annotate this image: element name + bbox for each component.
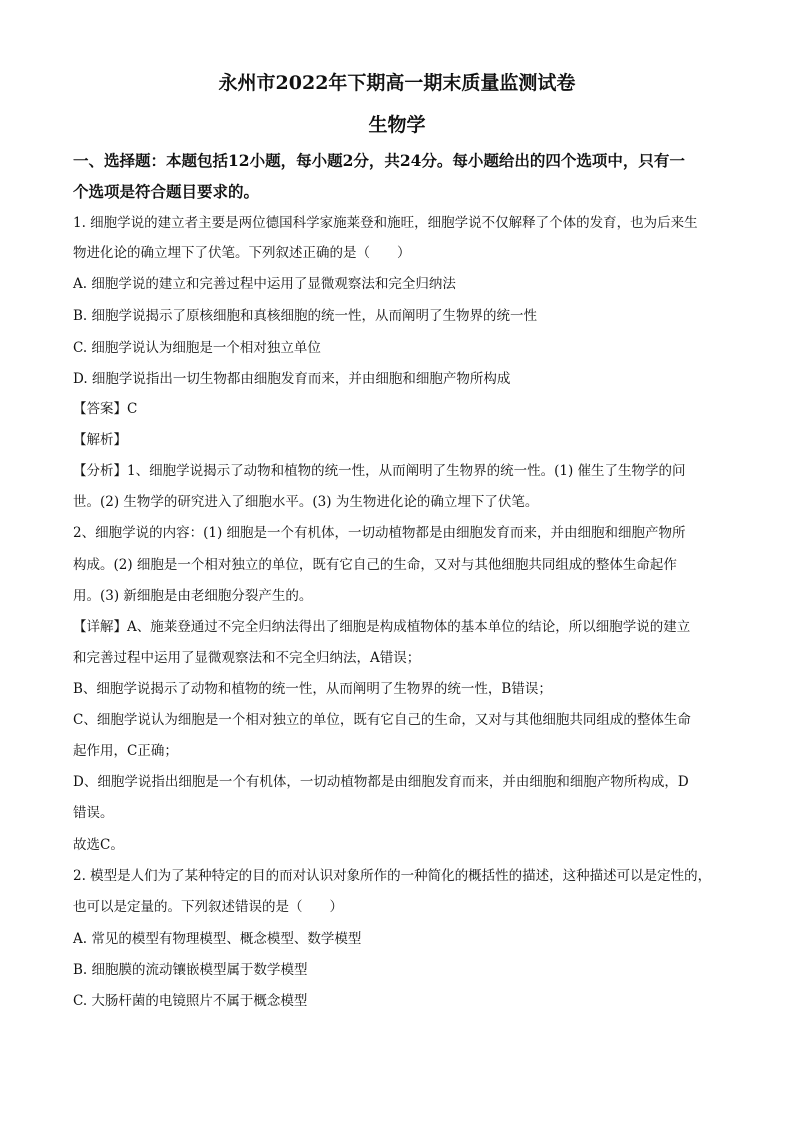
q1-detail-line7: 错误。 [73, 805, 114, 821]
q1-option-a: A. 细胞学说的建立和完善过程中运用了显微观察法和完全归纳法 [73, 276, 456, 292]
q1-detail-line5: 起作用，C正确； [73, 743, 178, 759]
q1-analysis-line2: 世。(2) 生物学的研究进入了细胞水平。(3) 为生物进化论的确立埋下了伏笔。 [73, 494, 539, 510]
q2-option-c: C. 大肠杆菌的电镜照片不属于概念模型 [73, 993, 308, 1009]
q2-stem-line1: 2. 模型是人们为了某种特定的目的而对认识对象所作的一种简化的概括性的描述，这种描述可以是定性的， [73, 868, 712, 884]
q2-option-a: A. 常见的模型有物理模型、概念模型、数学模型 [73, 931, 362, 947]
q1-option-c: C. 细胞学说认为细胞是一个相对独立单位 [73, 340, 321, 356]
q1-conclusion: 故选C。 [73, 837, 124, 853]
q1-analysis-line4: 构成。(2) 细胞是一个相对独立的单位，既有它自己的生命，又对与其他细胞共同组成的整体生命起作 [73, 557, 677, 573]
q2-stem-line2: 也可以是定量的。下列叙述错误的是（ ） [73, 899, 343, 915]
q1-detail-line3: B、细胞学说揭示了动物和植物的统一性，从而阐明了生物界的统一性，B错误； [73, 681, 552, 697]
subject-title: 生物学 [368, 114, 426, 136]
q1-analysis-line3: 2、细胞学说的内容：(1) 细胞是一个有机体，一切动植物都是由细胞发育而来，并由细胞和细胞产物所 [73, 525, 686, 541]
q1-detail-line2: 和完善过程中运用了显微观察法和不完全归纳法，A错误； [73, 650, 421, 666]
q1-detail-line4: C、细胞学说认为细胞是一个相对独立的单位，既有它自己的生命，又对与其他细胞共同组成的整体生命 [73, 712, 691, 728]
q1-answer: 【答案】C [73, 401, 138, 417]
q1-analysis-line5: 用。(3) 新细胞是由老细胞分裂产生的。 [73, 588, 313, 604]
section-heading-line2: 个选项是符合题目要求的。 [73, 182, 260, 201]
q1-analysis-label: 【解析】 [73, 432, 127, 448]
q1-detail-line6: D、细胞学说指出细胞是一个有机体，一切动植物都是由细胞发育而来，并由细胞和细胞产物所构成，D [73, 774, 689, 790]
q1-stem-line1: 1. 细胞学说的建立者主要是两位德国科学家施莱登和施旺，细胞学说不仅解释了个体的发育，也为后来生 [73, 215, 698, 231]
q1-detail-line1: 【详解】A、施莱登通过不完全归纳法得出了细胞是构成植物体的基本单位的结论，所以细胞学说的建立 [73, 619, 691, 635]
q1-stem-line2: 物进化论的确立埋下了伏笔。下列叙述正确的是（ ） [73, 245, 411, 261]
section-heading-line1: 一、选择题：本题包括12小题，每小题2分，共24分。每小题给出的四个选项中，只有一 [73, 151, 685, 170]
q2-option-b: B. 细胞膜的流动镶嵌模型属于数学模型 [73, 962, 308, 978]
q1-analysis-line1: 【分析】1、细胞学说揭示了动物和植物的统一性，从而阐明了生物界的统一性。(1) 催生了生物学的问 [73, 463, 686, 479]
q1-option-b: B. 细胞学说揭示了原核细胞和真核细胞的统一性，从而阐明了生物界的统一性 [73, 308, 538, 324]
exam-title: 永州市2022年下期高一期末质量监测试卷 [218, 72, 576, 94]
q1-option-d: D. 细胞学说指出一切生物都由细胞发育而来，并由细胞和细胞产物所构成 [73, 371, 511, 387]
